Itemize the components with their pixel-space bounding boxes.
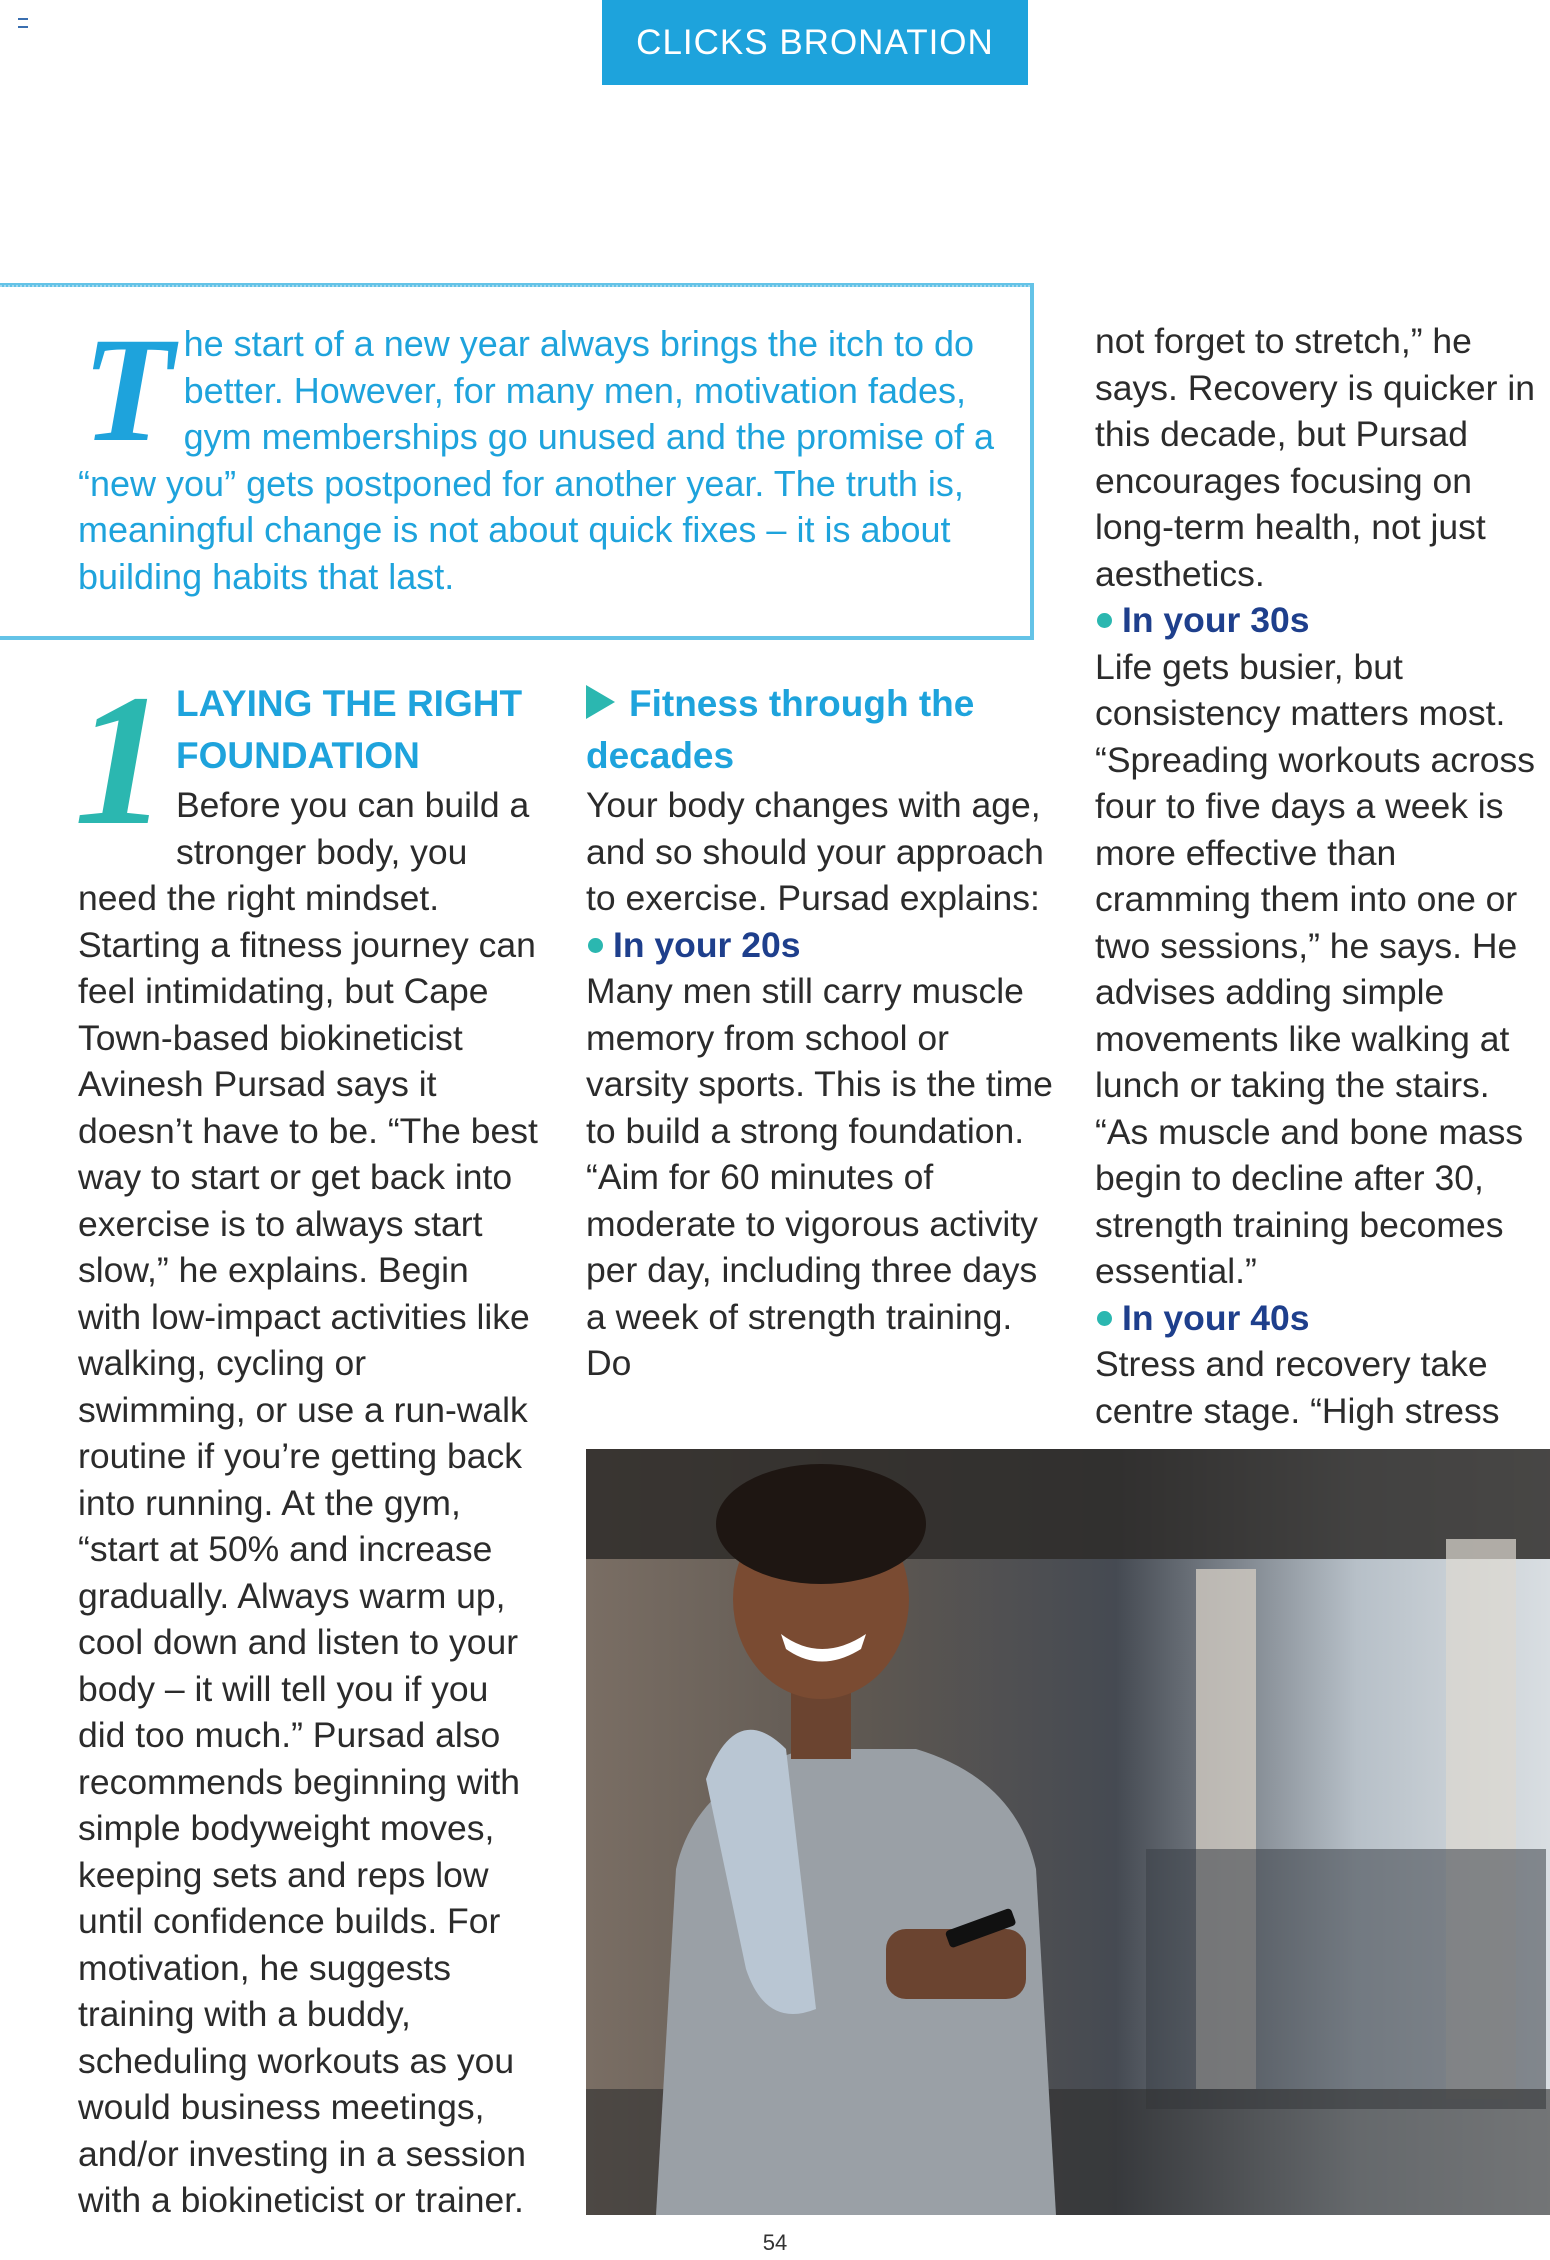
intro-drop-cap: T [82, 307, 174, 473]
section2-intro: Your body changes with age, and so should your approach to exercise. Pursad explains: [586, 785, 1044, 918]
intro-body: he start of a new year always brings the itch to do better. However, for many men, motivation fades, gym memberships go unused and the promise of a “new you” gets postponed for another year. The truth is, meaningful change is not about quick fixes – it is about building habits that last. [78, 323, 995, 597]
subheading-20s-label: In your 20s [613, 924, 801, 965]
subheading-30s-label: In your 30s [1122, 600, 1310, 640]
page-number: 54 [762, 2230, 788, 2255]
continued-text: not forget to stretch,” he says. Recovery is quicker in this decade, but Pursad encourages focusing on long-term health, not just aesthetics. [1095, 321, 1535, 594]
section-number: 1 [74, 655, 168, 864]
column-1 [74, 655, 538, 2224]
column-3 [1095, 318, 1550, 1434]
body-40s: Stress and recovery take centre stage. “High stress [1095, 1344, 1500, 1431]
section2-heading-text: Fitness through the decades [586, 683, 975, 776]
gym-photo-illustration [586, 1449, 1550, 2215]
section-banner: CLICKS BRONATION [602, 0, 1028, 85]
bullet-dot-icon [1097, 1311, 1112, 1326]
section1-heading-line2: FOUNDATION [176, 735, 420, 776]
arrow-icon [586, 685, 615, 719]
subheading-40s-label: In your 40s [1122, 1297, 1310, 1338]
intro-text [78, 307, 998, 600]
subheading-40s [1095, 1295, 1550, 1342]
body-20s: Many men still carry muscle memory from school or varsity sports. This is the time to build a strong foundation. “Aim for 60 minutes of moderate to vigorous activity per day, including three days a week of strength training. Do [586, 971, 1053, 1383]
column-2 [586, 678, 1056, 1387]
subheading-30s [1095, 597, 1550, 644]
bullet-dot-icon [1097, 613, 1112, 628]
subheading-20s [586, 922, 1056, 969]
bullet-dot-icon [588, 938, 603, 953]
gym-photo [586, 1449, 1550, 2215]
section1-heading-line1: LAYING THE RIGHT [176, 683, 523, 724]
body-30s: Life gets busier, but consistency matters most. “Spreading workouts across four to five days a week is more effective than cramming them into one or two sessions,” he says. He advises adding simple movements like walking at lunch or taking the stairs. “As muscle and bone mass begin to decline after 30, strength training becomes essential.” [1095, 646, 1536, 1291]
corner-mark [18, 18, 28, 28]
section1-body: Before you can build a stronger body, you need the right mindset. Starting a fitness journey can feel intimidating, but Cape Town-based biokineticist Avinesh Pursad says it doesn’t have to be. “The best way to start or get back into exercise is to always start slow,” he explains. Begin with low-impact activities like walking, cycling or swimming, or use a run-walk routine if you’re getting back into running. At the gym, “start at 50% and increase gradually. Always warm up, cool down and listen to your body – it will tell you if you did too much.” Pursad also recommends beginning with simple bodyweight moves, keeping sets and reps low until confidence builds. For motivation, he suggests training with a buddy, scheduling workouts as you would business meetings, and/or investing in a session with a biokineticist or trainer. [78, 785, 538, 2220]
section2-heading [586, 678, 1056, 782]
